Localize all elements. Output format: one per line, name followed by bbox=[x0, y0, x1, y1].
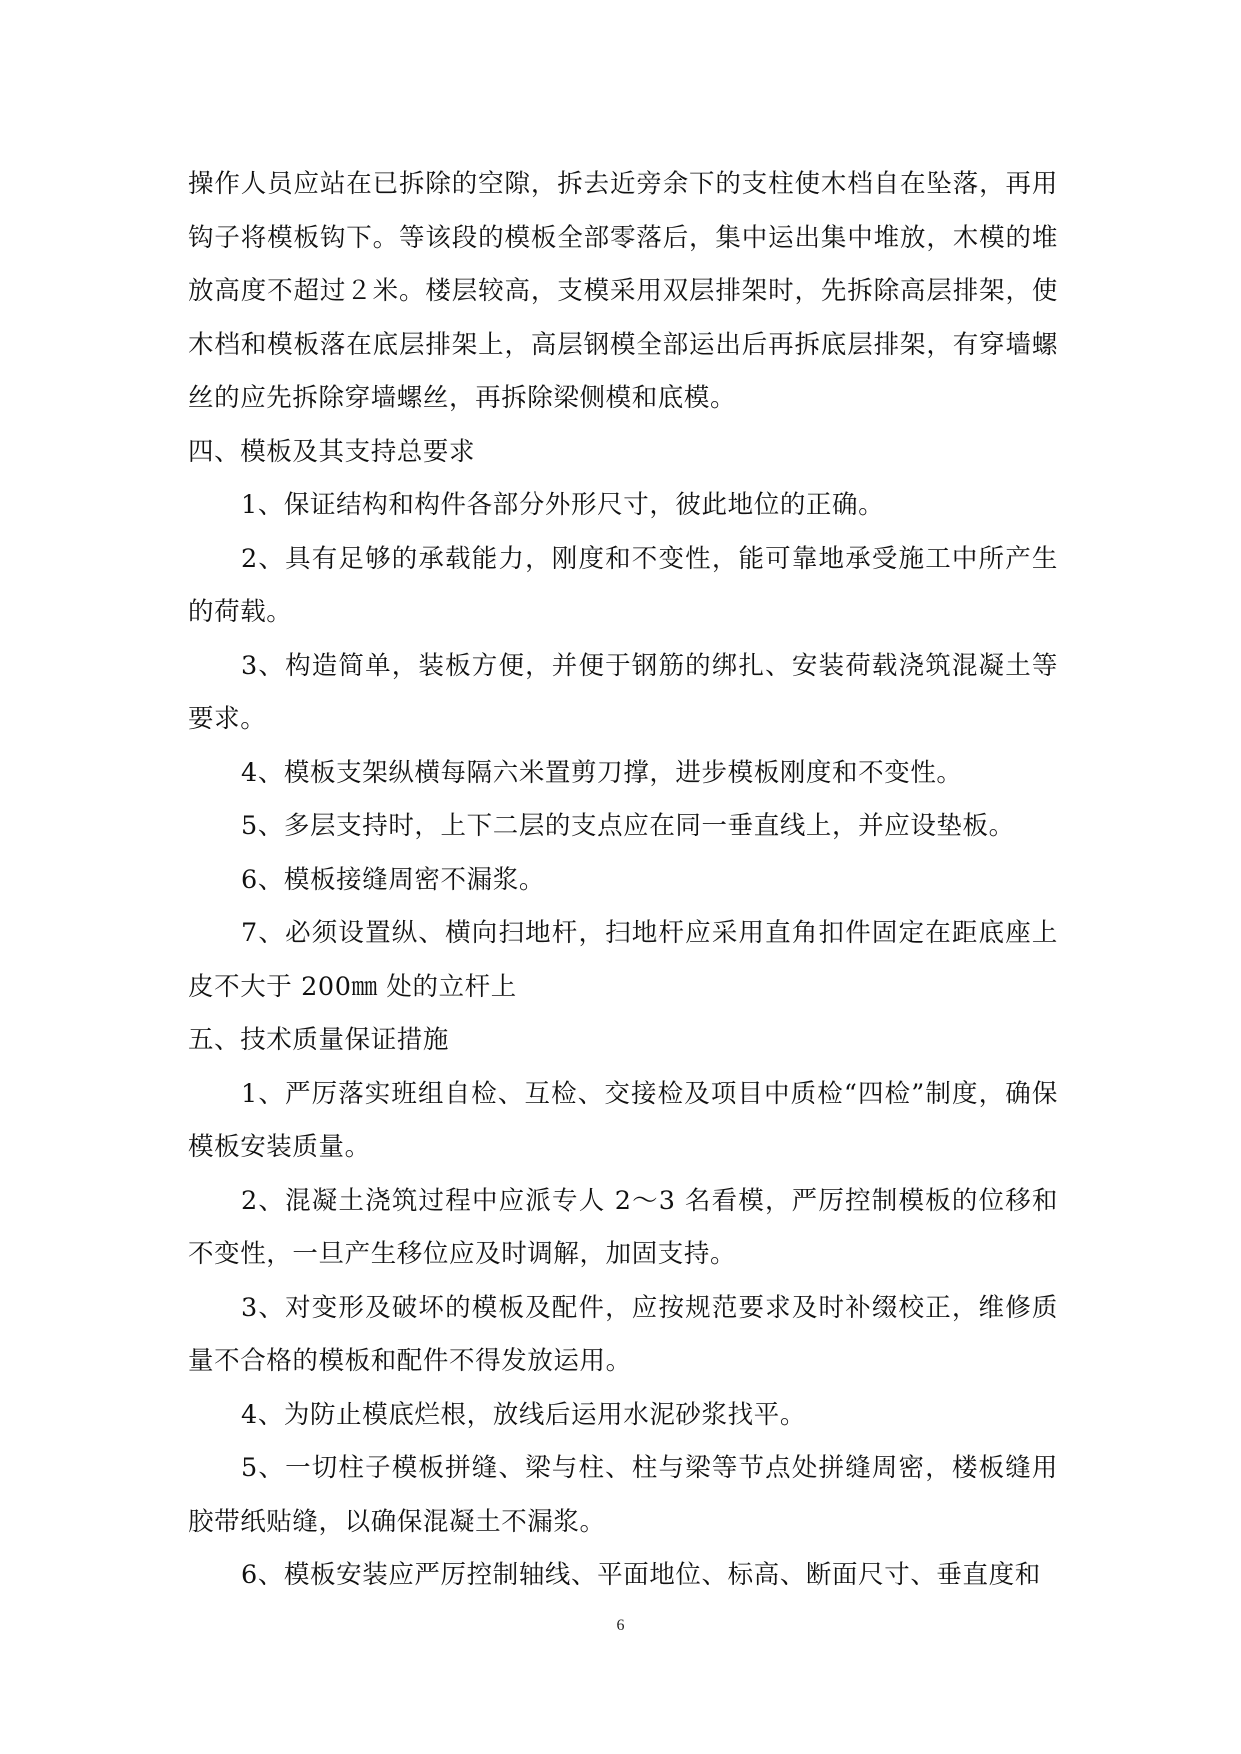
section-heading-5: 五、技术质量保证措施 bbox=[188, 1025, 450, 1055]
quality-measure-5: 5、一切柱子模板拼缝、梁与柱、柱与梁等节点处拼缝周密，楼板缝用胶带纸贴缝，以确保混凝土不漏浆。 bbox=[188, 1453, 1058, 1537]
quality-measure-4: 4、为防止模底烂根，放线后运用水泥砂浆找平。 bbox=[241, 1399, 806, 1430]
requirement-item-6: 6、模板接缝周密不漏浆。 bbox=[241, 864, 545, 895]
paragraph-demolition-procedure: 操作人员应站在已拆除的空隙，拆去近旁余下的支柱使木档自在坠落，再用钩子将模板钩下。等该段的模板全部零落后，集中运出集中堆放，木模的堆放高度不超过２米。楼层较高，支模采用双层排架时，先拆除高层排架，使木档和模板落在底层排架上，高层钢模全部运出后再拆底层排架，有穿墙螺丝的应先拆除穿墙螺丝，再拆除梁侧模和底模。 bbox=[188, 169, 1058, 413]
requirement-item-5: 5、多层支持时，上下二层的支点应在同一垂直线上，并应设垫板。 bbox=[241, 811, 1015, 841]
requirement-item-3: 3、构造简单，装板方便，并便于钢筋的绑扎、安装荷载浇筑混凝土等要求。 bbox=[188, 650, 1058, 734]
section-heading-4: 四、模板及其支持总要求 bbox=[188, 436, 476, 467]
page-number: 6 bbox=[616, 1617, 625, 1634]
requirement-item-7: 7、必须设置纵、横向扫地杆，扫地杆应采用直角扣件固定在距底座上皮不大于 200㎜ 处的立杆上 bbox=[188, 918, 1058, 1002]
quality-measure-1: 1、严厉落实班组自检、互检、交接检及项目中质检“四检”制度，确保模板安装质量。 bbox=[188, 1078, 1058, 1162]
requirement-item-2: 2、具有足够的承载能力，刚度和不变性，能可靠地承受施工中所产生的荷载。 bbox=[188, 543, 1058, 627]
requirement-item-1: 1、保证结构和构件各部分外形尺寸，彼此地位的正确。 bbox=[241, 490, 885, 520]
quality-measure-3: 3、对变形及破坏的模板及配件，应按规范要求及时补缀校正，维修质量不合格的模板和配件不得发放运用。 bbox=[188, 1292, 1058, 1376]
requirement-item-4: 4、模板支架纵横每隔六米置剪刀撑，进步模板刚度和不变性。 bbox=[241, 757, 963, 788]
quality-measure-6: 6、模板安装应严厉控制轴线、平面地位、标高、断面尺寸、垂直度和 bbox=[241, 1560, 1041, 1590]
quality-measure-2: 2、混凝土浇筑过程中应派专人 2～3 名看模，严厉控制模板的位移和不变性，一旦产生移位应及时调解，加固支持。 bbox=[188, 1185, 1058, 1269]
document-body bbox=[188, 158, 1058, 1603]
